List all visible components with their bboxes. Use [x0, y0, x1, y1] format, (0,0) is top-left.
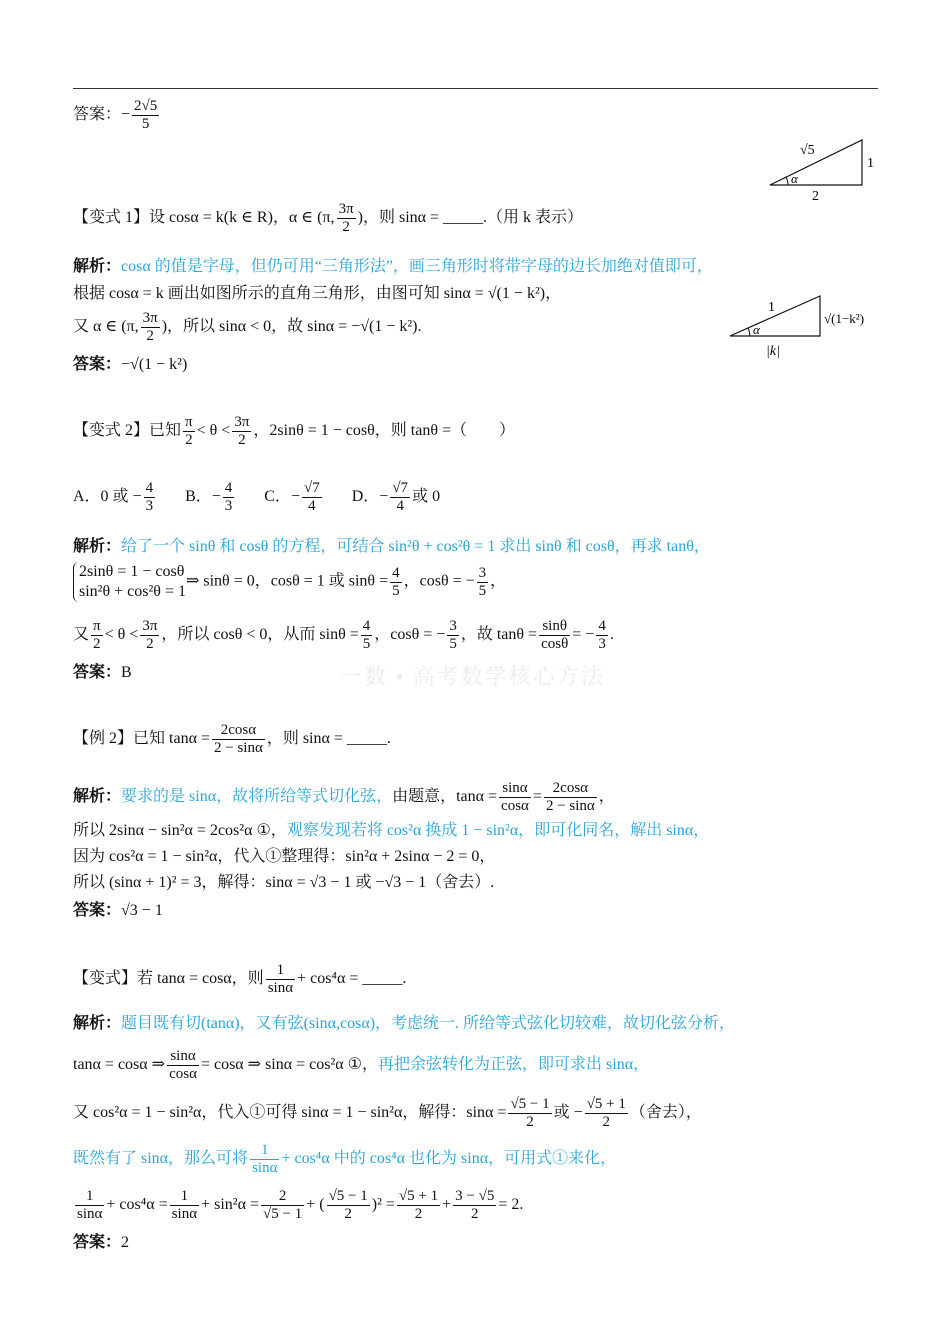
text: = cosα ⇒ sinα = cos²α ①，: [200, 1056, 379, 1074]
text: ，2sinθ = 1 − cosθ，则 tanθ =（ ）: [253, 422, 516, 440]
text: < θ <: [196, 422, 231, 440]
text: 或 0: [412, 488, 441, 506]
numerator: 3: [449, 618, 457, 634]
numerator: 3π: [142, 618, 158, 634]
text: )² =: [371, 1196, 395, 1214]
fraction: [361, 618, 373, 653]
fraction: [539, 618, 570, 653]
text: 题目既有切(tanα)，又有弦(sinα,cosα)，考虑统一. 所给等式弦化切较难，故切化弦分析，: [121, 1015, 736, 1032]
denominator: 3: [145, 498, 154, 514]
denominator: sinα: [171, 1206, 198, 1222]
denominator: 2: [146, 636, 154, 652]
text: + sin²α =: [201, 1196, 259, 1214]
fraction: [223, 480, 235, 515]
denominator: 5: [141, 116, 150, 132]
v2-question: [73, 414, 515, 449]
triangle-figure-2: [720, 290, 880, 370]
text: ⇒ sinθ = 0，cosθ = 1 或 sinθ =: [185, 572, 389, 590]
equation: 2sinθ = 1 − cosθ: [79, 563, 185, 580]
text: （舍去），: [629, 1104, 702, 1122]
fraction: [144, 480, 156, 515]
base-label: |k|: [766, 344, 780, 359]
ex2-question: [73, 722, 391, 757]
minus: −: [121, 106, 131, 124]
text: tanα = cosα ⇒: [73, 1056, 166, 1074]
label: C．−: [264, 488, 300, 506]
numerator: 1: [75, 1188, 104, 1206]
text: = −: [572, 626, 595, 644]
numerator: √7: [304, 480, 320, 496]
option-c[interactable]: [264, 480, 323, 514]
fraction: [75, 1188, 104, 1223]
text: + cos⁴α =: [106, 1196, 168, 1214]
v2-solution-2: [73, 562, 506, 602]
text: ，所以 cosθ < 0，从而 sinθ =: [161, 626, 359, 644]
denominator: 3: [598, 636, 606, 652]
ex2-solution-2: [73, 820, 709, 842]
v1-answer: [73, 354, 187, 376]
answer-value: B: [121, 664, 132, 681]
numerator: π: [93, 618, 101, 634]
denominator: 5: [362, 636, 371, 652]
label: A．0 或 −: [73, 488, 142, 506]
v3-solution-3: [73, 1096, 702, 1131]
leg-label: √(1−k²): [824, 311, 865, 326]
angle-label: α: [791, 171, 798, 186]
v3-answer: [73, 1232, 129, 1254]
top-answer: [73, 98, 161, 133]
numerator: 2: [261, 1188, 304, 1206]
numerator: 3π: [142, 310, 158, 326]
answer-label: 答案：: [73, 902, 122, 919]
text: ，故 tanθ =: [460, 626, 538, 644]
ex2-answer: [73, 900, 163, 922]
numerator: 1: [170, 1188, 199, 1206]
denominator: cosα: [169, 1066, 197, 1082]
fraction: [447, 618, 459, 653]
answer-label: 答案：: [73, 664, 122, 681]
text: ，cosθ = −: [403, 572, 475, 590]
fraction: [250, 1142, 279, 1177]
solution-label: 解析：: [73, 1015, 122, 1032]
fraction: [132, 98, 159, 133]
option-d[interactable]: [351, 480, 441, 514]
label: B．−: [185, 488, 221, 506]
numerator: √5 − 1: [328, 1188, 368, 1204]
numerator: 4: [598, 618, 606, 634]
fraction: [508, 1096, 551, 1131]
denominator: 2: [344, 1206, 352, 1222]
fraction: [170, 1188, 199, 1223]
numerator: sinα: [499, 780, 531, 798]
text: 再把余弦转化为正弦，即可求出 sinα，: [378, 1056, 650, 1074]
fraction: [544, 780, 597, 815]
text: 已知 tanα =: [133, 730, 210, 748]
answer-label: 答案：: [73, 356, 122, 373]
tag: 【变式 2】: [73, 422, 150, 440]
fraction: [261, 1188, 304, 1223]
denominator: √5 − 1: [263, 1206, 303, 1222]
text: + cos⁴α 中的 cos⁴α 也化为 sinα，可用式①来化，: [281, 1150, 617, 1168]
fraction: [397, 1188, 440, 1223]
text: )，所以 sinα < 0，故 sinα = −√(1 − k²).: [161, 318, 422, 336]
numerator: 3 − √5: [455, 1188, 495, 1204]
denominator: sinα: [77, 1206, 103, 1222]
text: ，: [598, 788, 615, 806]
text: .: [609, 626, 614, 644]
solution-label: 解析：: [73, 788, 122, 806]
fraction: [140, 618, 159, 653]
v2-solution-3: [73, 618, 614, 653]
text: cosα 的值是字母，但仍可用“三角形法”，画三角形时将带字母的边长加绝对值即可，: [121, 258, 713, 275]
text: 已知: [149, 422, 182, 440]
denominator: 3: [224, 498, 233, 514]
denominator: 2: [526, 1114, 534, 1130]
denominator: 5: [392, 582, 400, 599]
ex2-solution-4: 所以 (sinα + 1)² = 3，解得：sinα = √3 − 1 或 −√3 − 1（舍去）.: [73, 874, 495, 891]
text: 给了一个 sinθ 和 cosθ 的方程，可结合 sin²θ + cos²θ = 1 求出 sinθ 和 cosθ，再求 tanθ，: [121, 538, 710, 555]
text: +: [442, 1196, 452, 1214]
text: =: [532, 788, 542, 806]
fraction: [337, 201, 356, 236]
denominator: cosα: [501, 798, 529, 814]
text: < θ <: [104, 626, 139, 644]
numerator: 1: [266, 962, 295, 980]
fraction: [327, 1188, 370, 1223]
denominator: 2: [238, 432, 246, 448]
hyp-label: 1: [768, 300, 775, 315]
tag: 【例 2】: [73, 730, 134, 748]
numerator: 4: [392, 564, 400, 581]
denominator: 2 − sinα: [213, 740, 263, 756]
solution-label: 解析：: [73, 258, 122, 275]
denominator: sinα: [267, 980, 294, 996]
denominator: 4: [308, 498, 316, 514]
numerator: π: [185, 414, 193, 430]
answer-label: 答案：: [73, 106, 122, 124]
denominator: 2: [471, 1206, 479, 1222]
numerator: √5 + 1: [398, 1188, 439, 1204]
v3-solution-1: [73, 1013, 735, 1035]
text: )，则 sinα = _____.（用 k 表示）: [357, 209, 584, 227]
text: ，: [490, 572, 507, 590]
tag: 【变式 1】: [73, 209, 150, 227]
text: + (: [306, 1196, 325, 1214]
denominator: 2: [414, 1206, 423, 1222]
text: 所以 2sinα − sin²α = 2cos²α ①，: [73, 822, 287, 839]
v3-solution-2: [73, 1048, 649, 1083]
leg-label: 1: [867, 156, 874, 171]
v1-solution-3: [73, 310, 422, 345]
answer-value: −√(1 − k²): [121, 356, 188, 373]
v3-question: [73, 962, 406, 997]
fraction: [390, 480, 410, 515]
numerator: 2√5: [134, 98, 158, 114]
fraction: [141, 310, 160, 345]
text: 由题意，tanα =: [392, 788, 498, 806]
numerator: 2cosα: [544, 780, 597, 798]
numerator: sinα: [167, 1048, 199, 1066]
fraction: [390, 565, 402, 600]
numerator: √7: [392, 480, 409, 496]
text: 又 cos²α = 1 − sin²α，代入①可得 sinα = 1 − sin²α，解得：sinα =: [73, 1104, 507, 1122]
numerator: 2cosα: [212, 722, 265, 740]
denominator: 2 − sinα: [545, 798, 595, 814]
fraction: [302, 480, 322, 515]
top-rule: [73, 88, 878, 89]
denominator: sinα: [252, 1160, 278, 1176]
text: 既然有了 sinα，那么可将: [73, 1150, 249, 1168]
denominator: 2: [342, 219, 350, 235]
denominator: cosθ: [541, 636, 569, 652]
triangle-figure-1: [760, 130, 885, 205]
text: ，cosθ = −: [374, 626, 446, 644]
text: = 2.: [498, 1196, 524, 1214]
fraction: [453, 1188, 496, 1223]
numerator: √5 − 1: [510, 1096, 550, 1112]
answer-value: √3 − 1: [121, 902, 163, 919]
v2-solution-1: [73, 536, 710, 558]
text: 设 cosα = k(k ∈ R)，α ∈ (π,: [149, 209, 335, 227]
base-label: 2: [812, 189, 819, 204]
answer-label: 答案：: [73, 1234, 122, 1251]
v1-solution-2: 根据 cosα = k 画出如图所示的直角三角形，由图可知 sinα = √(1 − k²)，: [73, 285, 562, 302]
fraction: [232, 414, 251, 449]
v1-question: [73, 201, 583, 236]
fraction: [266, 962, 295, 997]
v3-solution-4: [73, 1142, 616, 1177]
tag: 【变式】: [73, 970, 138, 988]
answer-value: 2: [121, 1234, 130, 1251]
text: 又 α ∈ (π,: [73, 318, 139, 336]
numerator: √5 + 1: [586, 1096, 626, 1112]
label: D．−: [351, 488, 389, 506]
denominator: 2: [602, 1114, 611, 1130]
option-b[interactable]: [185, 480, 236, 514]
fraction: [212, 722, 265, 757]
fraction: [183, 414, 195, 449]
denominator: 2: [93, 636, 101, 652]
equation: sin²θ + cos²θ = 1: [79, 583, 186, 600]
fraction: [477, 565, 489, 600]
watermark: 一数 • 高考数学核心方法: [340, 664, 605, 689]
fraction: [499, 780, 531, 815]
fraction: [596, 618, 608, 653]
numerator: 3π: [234, 414, 250, 430]
hyp-label: √5: [800, 143, 815, 158]
text: 要求的是 sinα，故将所给等式切化弦，: [121, 788, 393, 806]
denominator: 2: [146, 328, 154, 344]
text: ，则 sinα = _____.: [266, 730, 391, 748]
denominator: 5: [449, 636, 457, 652]
ex2-solution-3: 因为 cos²α = 1 − sin²α，代入①整理得：sin²α + 2sinα − 2 = 0，: [73, 848, 496, 865]
text: + cos⁴α = _____.: [297, 970, 407, 988]
option-a[interactable]: [73, 480, 157, 514]
fraction: [585, 1096, 628, 1131]
numerator: sinθ: [539, 618, 570, 636]
denominator: 5: [478, 582, 487, 599]
denominator: 2: [185, 432, 193, 448]
ex2-solution-1: [73, 780, 615, 815]
v2-answer: [73, 662, 132, 684]
fraction: [91, 618, 103, 653]
numerator: 4: [224, 480, 233, 496]
v3-solution-5: [73, 1188, 523, 1223]
solution-label: 解析：: [73, 538, 122, 555]
v1-solution-1: [73, 256, 713, 278]
angle-label: α: [753, 322, 760, 337]
v2-options: [73, 480, 440, 515]
numerator: 4: [145, 480, 154, 496]
text: 观察发现若将 cos²α 换成 1 − sin²α，即可化同名，解出 sinα，: [286, 822, 710, 839]
fraction: [167, 1048, 199, 1083]
numerator: 3π: [338, 201, 354, 217]
equation-system: [73, 562, 186, 602]
numerator: 1: [250, 1142, 279, 1160]
text: 或 −: [553, 1104, 583, 1122]
numerator: 3: [478, 564, 487, 581]
text: 又: [73, 626, 90, 644]
denominator: 4: [396, 498, 404, 514]
numerator: 4: [362, 618, 371, 634]
text: 若 tanα = cosα，则: [137, 970, 264, 988]
